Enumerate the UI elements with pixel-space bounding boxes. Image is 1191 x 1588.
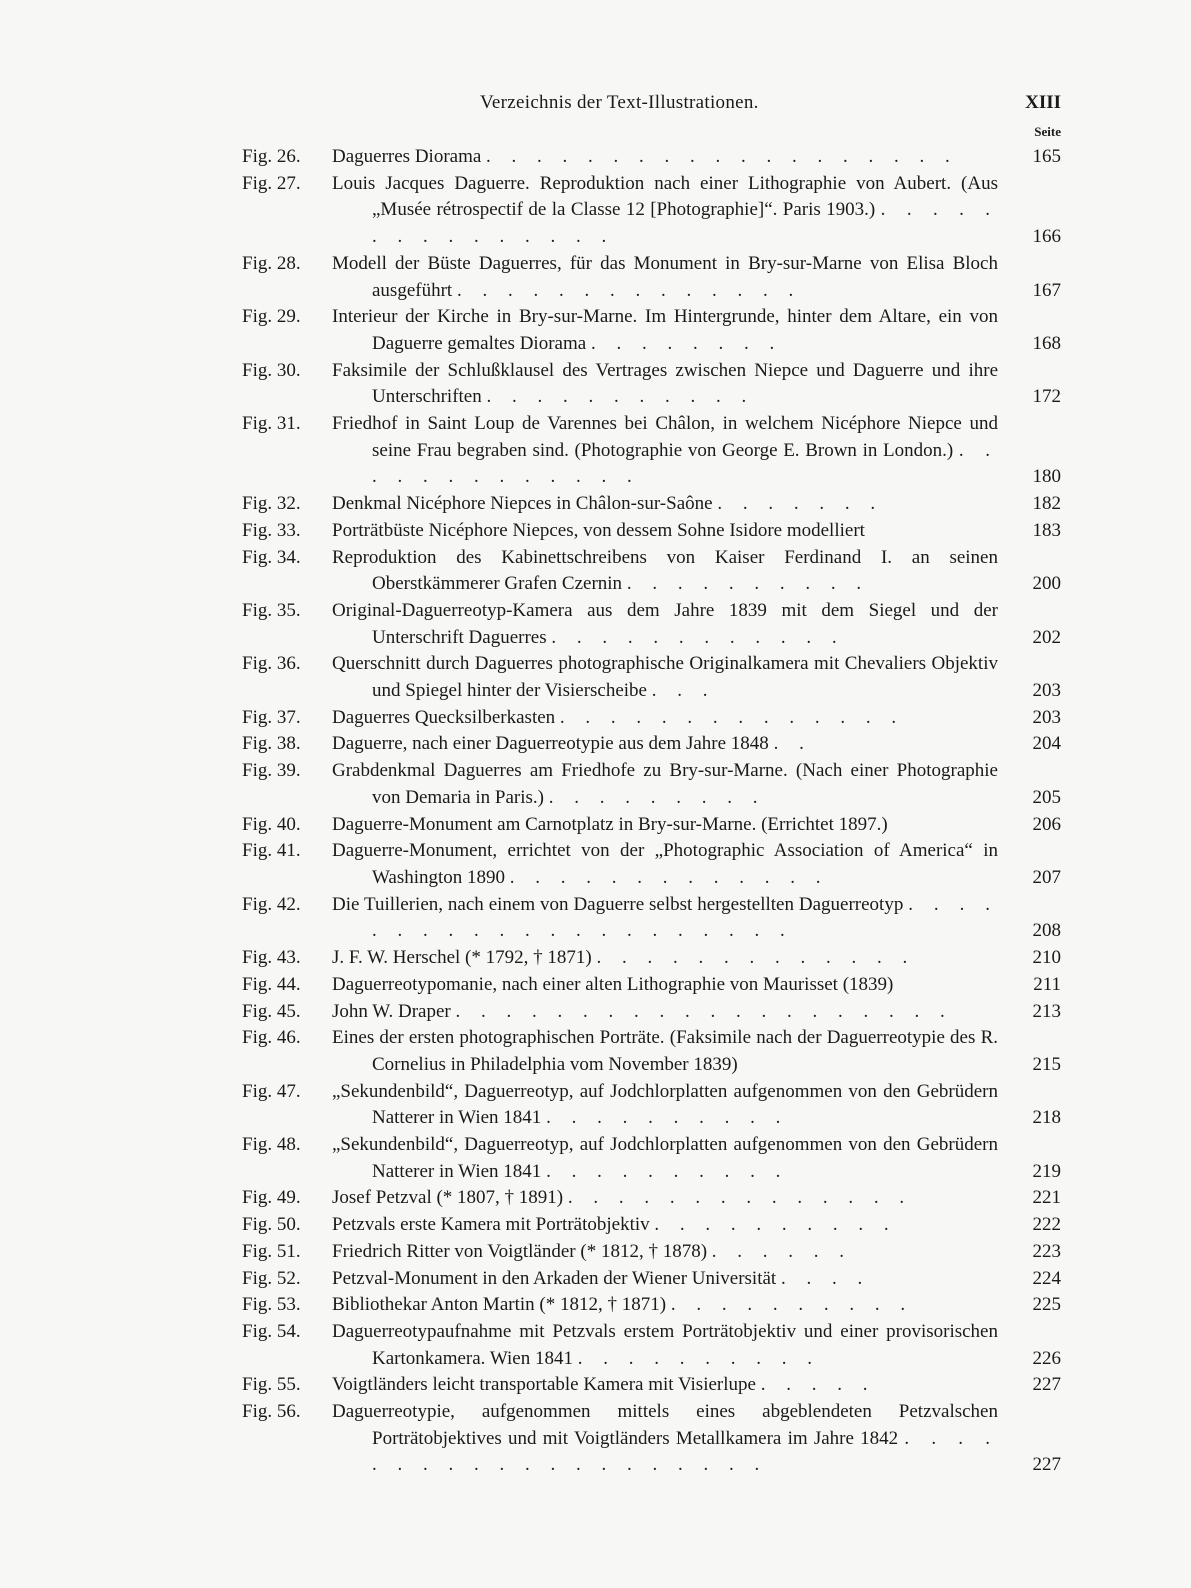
- page-reference: 203: [1032, 706, 1061, 728]
- page-reference: 213: [1032, 1000, 1061, 1022]
- list-item: [0, 598, 1191, 651]
- figure-number: Fig. 49.: [242, 1187, 301, 1209]
- leader-dots: . . . . . . . . . . . . . . . . . . .: [486, 146, 958, 167]
- leader-dots: . . . . .: [760, 1374, 876, 1396]
- list-item: [0, 518, 1191, 545]
- list-item: [0, 1025, 1191, 1078]
- page-reference: 180: [1032, 466, 1061, 488]
- figure-number: Fig. 44.: [242, 973, 301, 995]
- figure-caption: [332, 1132, 998, 1185]
- figure-number: Fig. 48.: [242, 1134, 301, 1156]
- figure-number: Fig. 40.: [242, 813, 301, 835]
- page-reference: 225: [1032, 1294, 1061, 1316]
- figure-caption: [332, 812, 998, 839]
- illustration-list: [0, 144, 1191, 1479]
- caption-text: Daguerre, nach einer Daguerreotypie aus dem Jahre 1848: [332, 733, 769, 755]
- list-item: [0, 1319, 1191, 1372]
- caption-text: Querschnitt durch Daguerres photographische Originalkamera mit Chevaliers Objektiv und Spiegel hinter der Visierscheibe: [332, 653, 998, 702]
- list-item: [0, 251, 1191, 304]
- caption-text: Porträtbüste Nicéphore Niepces, von dessem Sohne Isidore modelliert: [332, 519, 865, 541]
- page-reference: 227: [1032, 1454, 1061, 1476]
- page-reference: 206: [1032, 813, 1061, 835]
- figure-caption: [332, 171, 998, 251]
- caption-text: Daguerres Diorama: [332, 146, 482, 167]
- figure-number: Fig. 36.: [242, 653, 301, 675]
- figure-number: Fig. 43.: [242, 947, 301, 969]
- figure-number: Fig. 54.: [242, 1320, 301, 1342]
- page-reference: 182: [1032, 493, 1061, 515]
- page-reference: 183: [1032, 519, 1061, 541]
- list-item: [0, 545, 1191, 598]
- page-reference: 211: [1033, 973, 1061, 995]
- figure-caption: [332, 491, 998, 518]
- figure-number: Fig. 38.: [242, 733, 301, 755]
- figure-caption: [332, 1292, 998, 1319]
- figure-caption: [332, 999, 998, 1026]
- list-item: [0, 358, 1191, 411]
- figure-number: Fig. 53.: [242, 1294, 301, 1316]
- leader-dots: . . . . . . . .: [590, 332, 783, 354]
- leader-dots: . . . . . . . . . . . . . . . . . . . . .: [372, 893, 999, 942]
- caption-text: Petzvals erste Kamera mit Porträtobjektiv: [332, 1214, 650, 1236]
- page-reference: 166: [1032, 226, 1061, 248]
- figure-number: Fig. 42.: [242, 893, 301, 915]
- caption-text: Die Tuillerien, nach einem von Daguerre selbst hergestellten Daguerreotyp: [332, 893, 904, 915]
- list-item: [0, 171, 1191, 251]
- list-item: [0, 651, 1191, 704]
- figure-number: Fig. 33.: [242, 519, 301, 541]
- page-reference: 204: [1032, 733, 1061, 755]
- list-item: [0, 1239, 1191, 1266]
- list-item: [0, 812, 1191, 839]
- page-reference: 218: [1032, 1107, 1061, 1129]
- list-item: [0, 304, 1191, 357]
- page-reference: 167: [1032, 279, 1061, 301]
- figure-caption: [332, 731, 998, 758]
- list-item: [0, 705, 1191, 732]
- figure-number: Fig. 45.: [242, 1000, 301, 1022]
- caption-text: „Sekundenbild“, Daguerreotyp, auf Jodchlorplatten aufgenommen von den Gebrüdern Natterer in Wien 1841: [332, 1080, 998, 1129]
- figure-caption: [332, 892, 998, 945]
- figure-number: Fig. 55.: [242, 1374, 301, 1396]
- caption-text: Bibliothekar Anton Martin (* 1812, † 1871): [332, 1294, 667, 1316]
- list-item: [0, 945, 1191, 972]
- page-reference: 207: [1032, 866, 1061, 888]
- page-reference: 202: [1032, 626, 1061, 648]
- figure-caption: [332, 972, 998, 999]
- page-reference: 226: [1032, 1347, 1061, 1369]
- figure-caption: [332, 598, 998, 651]
- caption-text: Interieur der Kirche in Bry-sur-Marne. Im Hintergrunde, hinter dem Altare, ein von Daguerre gemaltes Diorama: [332, 306, 998, 354]
- caption-text: Friedhof in Saint Loup de Varennes bei Châlon, in welchem Nicéphore Niepce und seine Frau begraben sind. (Photographie von George E. Brown in London.): [332, 413, 998, 461]
- leader-dots: . . . . . . . . . . . .: [551, 626, 845, 648]
- leader-dots: . . . . . . . . . .: [654, 1214, 897, 1236]
- leader-dots: . .: [773, 733, 812, 755]
- figure-caption: [332, 1212, 998, 1239]
- figure-number: Fig. 46.: [242, 1027, 301, 1049]
- caption-text: Daguerreotypie, aufgenommen mittels eines abgeblendeten Petzvalschen Porträtobjektives und mit Voigtländers Metallkamera im Jahre 1842: [332, 1401, 998, 1449]
- leader-dots: . . . . . . . . . .: [577, 1347, 820, 1369]
- page-column-label: Seite: [1034, 124, 1061, 139]
- list-item: [0, 758, 1191, 811]
- list-item: [0, 1266, 1191, 1293]
- page-reference: 224: [1032, 1267, 1061, 1289]
- leader-dots: . . . . . . . . . . . . .: [596, 947, 916, 969]
- caption-text: Original-Daguerreotyp-Kamera aus dem Jahre 1839 mit dem Siegel und der Unterschrift Daguerres: [332, 599, 998, 648]
- figure-number: Fig. 39.: [242, 760, 301, 782]
- figure-caption: [332, 1239, 998, 1266]
- list-item: [0, 144, 1191, 171]
- caption-text: Louis Jacques Daguerre. Reproduktion nach einer Lithographie von Aubert. (Aus „Musée rétrospectif de la Classe 12 [Photographie]“. Paris 1903.): [332, 172, 998, 221]
- page-reference: 215: [1032, 1053, 1061, 1075]
- figure-caption: [332, 838, 998, 891]
- running-title: Verzeichnis der Text-Illustrationen.: [480, 92, 759, 113]
- figure-number: Fig. 34.: [242, 546, 301, 568]
- page-reference: 210: [1032, 947, 1061, 969]
- caption-text: Josef Petzval (* 1807, † 1891): [332, 1187, 564, 1209]
- figure-number: Fig. 27.: [242, 172, 301, 194]
- leader-dots: . . . . . . . . . . . . . . .: [372, 199, 999, 248]
- caption-text: „Sekundenbild“, Daguerreotyp, auf Jodchlorplatten aufgenommen von den Gebrüdern Natterer in Wien 1841: [332, 1134, 998, 1182]
- figure-caption: [332, 1319, 998, 1372]
- leader-dots: . . . . . . . . . .: [546, 1160, 789, 1182]
- leader-dots: . . . . . . . . .: [548, 786, 766, 808]
- list-item: [0, 892, 1191, 945]
- figure-number: Fig. 41.: [242, 840, 301, 862]
- list-item: [0, 1292, 1191, 1319]
- list-item: [0, 1079, 1191, 1132]
- page-reference: 168: [1032, 332, 1061, 354]
- running-head: [0, 92, 1191, 118]
- figure-number: Fig. 47.: [242, 1080, 301, 1102]
- figure-number: Fig. 35.: [242, 599, 301, 621]
- figure-number: Fig. 37.: [242, 706, 301, 728]
- caption-text: Eines der ersten photographischen Porträte. (Faksimile nach der Daguerreotypie des R. Cornelius in Philadelphia vom November 1839): [332, 1027, 998, 1075]
- caption-text: Voigtländers leicht transportable Kamera mit Visierlupe: [332, 1374, 756, 1396]
- caption-text: Daguerre-Monument, errichtet von der „Photographic Association of America“ in Washington 1890: [332, 840, 998, 888]
- figure-caption: [332, 651, 998, 704]
- list-item: [0, 1399, 1191, 1479]
- caption-text: Petzval-Monument in den Arkaden der Wiener Universität: [332, 1267, 777, 1289]
- caption-text: Grabdenkmal Daguerres am Friedhofe zu Bry-sur-Marne. (Nach einer Photographie von Demaria in Paris.): [332, 760, 998, 808]
- caption-text: John W. Draper: [332, 1000, 451, 1022]
- list-item: [0, 731, 1191, 758]
- list-item: [0, 999, 1191, 1026]
- leader-dots: . . . . . . . . . . . . . . . . . . . .: [455, 1000, 953, 1022]
- list-item: [0, 1185, 1191, 1212]
- figure-caption: [332, 1372, 998, 1399]
- figure-number: Fig. 30.: [242, 359, 301, 381]
- caption-text: Daguerreotypomanie, nach einer alten Lithographie von Maurisset (1839): [332, 973, 894, 995]
- caption-text: Denkmal Nicéphore Niepces in Châlon-sur-Saône: [332, 493, 713, 515]
- figure-number: Fig. 32.: [242, 493, 301, 515]
- page-reference: 221: [1032, 1187, 1061, 1209]
- figure-number: Fig. 31.: [242, 413, 301, 435]
- figure-number: Fig. 29.: [242, 306, 301, 328]
- caption-text: J. F. W. Herschel (* 1792, † 1871): [332, 947, 592, 969]
- page-reference: 165: [1032, 146, 1061, 167]
- list-item: [0, 1212, 1191, 1239]
- leader-dots: . . . . . .: [711, 1240, 853, 1262]
- figure-caption: [332, 758, 998, 811]
- caption-text: Faksimile der Schlußklausel des Vertrages zwischen Niepce und Daguerre und ihre Unterschriften: [332, 359, 998, 408]
- figure-number: Fig. 52.: [242, 1267, 301, 1289]
- page-reference: 219: [1032, 1160, 1061, 1182]
- page-reference: 227: [1032, 1374, 1061, 1396]
- figure-caption: [332, 251, 998, 304]
- leader-dots: . . . . . . . . . . . . . .: [559, 706, 905, 728]
- figure-caption: [332, 358, 998, 411]
- list-item: [0, 972, 1191, 999]
- figure-caption: [332, 1399, 998, 1479]
- page-reference: 200: [1032, 573, 1061, 595]
- leader-dots: . . . . . . . . . . . . . .: [567, 1187, 913, 1209]
- leader-dots: . . . .: [780, 1267, 871, 1289]
- page-number: XIII: [1025, 92, 1061, 113]
- caption-text: Daguerres Quecksilberkasten: [332, 706, 556, 728]
- figure-caption: [332, 1266, 998, 1293]
- figure-caption: [332, 144, 998, 171]
- leader-dots: . . . . . . .: [717, 493, 884, 515]
- list-item: [0, 1372, 1191, 1399]
- page-reference: 203: [1032, 680, 1061, 702]
- figure-number: Fig. 51.: [242, 1240, 301, 1262]
- caption-text: Daguerre-Monument am Carnotplatz in Bry-sur-Marne. (Errichtet 1897.): [332, 813, 888, 835]
- list-item: [0, 1132, 1191, 1185]
- leader-dots: . . . . . . . . . . . . .: [509, 866, 829, 888]
- leader-dots: . . . . . . . . . . . . .: [372, 439, 999, 488]
- figure-caption: [332, 1079, 998, 1132]
- caption-text: Friedrich Ritter von Voigtländer (* 1812, † 1878): [332, 1240, 708, 1262]
- figure-caption: [332, 1185, 998, 1212]
- figure-caption: [332, 304, 998, 357]
- leader-dots: . . . . . . . . . . . . . .: [456, 279, 802, 301]
- list-item: [0, 838, 1191, 891]
- page-reference: 222: [1032, 1214, 1061, 1236]
- figure-number: Fig. 50.: [242, 1214, 301, 1236]
- leader-dots: . . . . . . . . . .: [626, 573, 870, 595]
- figure-caption: [332, 545, 998, 598]
- figure-caption: [332, 518, 998, 545]
- figure-number: Fig. 26.: [242, 146, 301, 167]
- figure-caption: [332, 1025, 998, 1078]
- figure-caption: [332, 705, 998, 732]
- leader-dots: . . .: [651, 680, 716, 702]
- figure-caption: [332, 945, 998, 972]
- page-reference: 205: [1032, 786, 1061, 808]
- list-item: [0, 411, 1191, 491]
- page-reference: 223: [1032, 1240, 1061, 1262]
- page-reference: 172: [1032, 386, 1061, 408]
- caption-text: Reproduktion des Kabinettschreibens von Kaiser Ferdinand I. an seinen Oberstkämmerer Grafen Czernin: [332, 546, 998, 595]
- leader-dots: . . . . . . . . . .: [670, 1294, 914, 1316]
- leader-dots: . . . . . . . . . . . . . . . . . . . .: [372, 1427, 998, 1476]
- figure-number: Fig. 56.: [242, 1401, 301, 1423]
- leader-dots: . . . . . . . . . . .: [486, 386, 755, 408]
- figure-caption: [332, 411, 998, 491]
- list-item: [0, 491, 1191, 518]
- caption-text: Daguerreotypaufnahme mit Petzvals erstem Porträtobjektiv und einer provisorischen Kartonkamera. Wien 1841: [332, 1320, 998, 1369]
- caption-text: Modell der Büste Daguerres, für das Monument in Bry-sur-Marne von Elisa Bloch ausgeführt: [332, 252, 998, 301]
- leader-dots: . . . . . . . . . .: [546, 1107, 789, 1129]
- page-reference: 208: [1032, 920, 1061, 942]
- figure-number: Fig. 28.: [242, 252, 301, 274]
